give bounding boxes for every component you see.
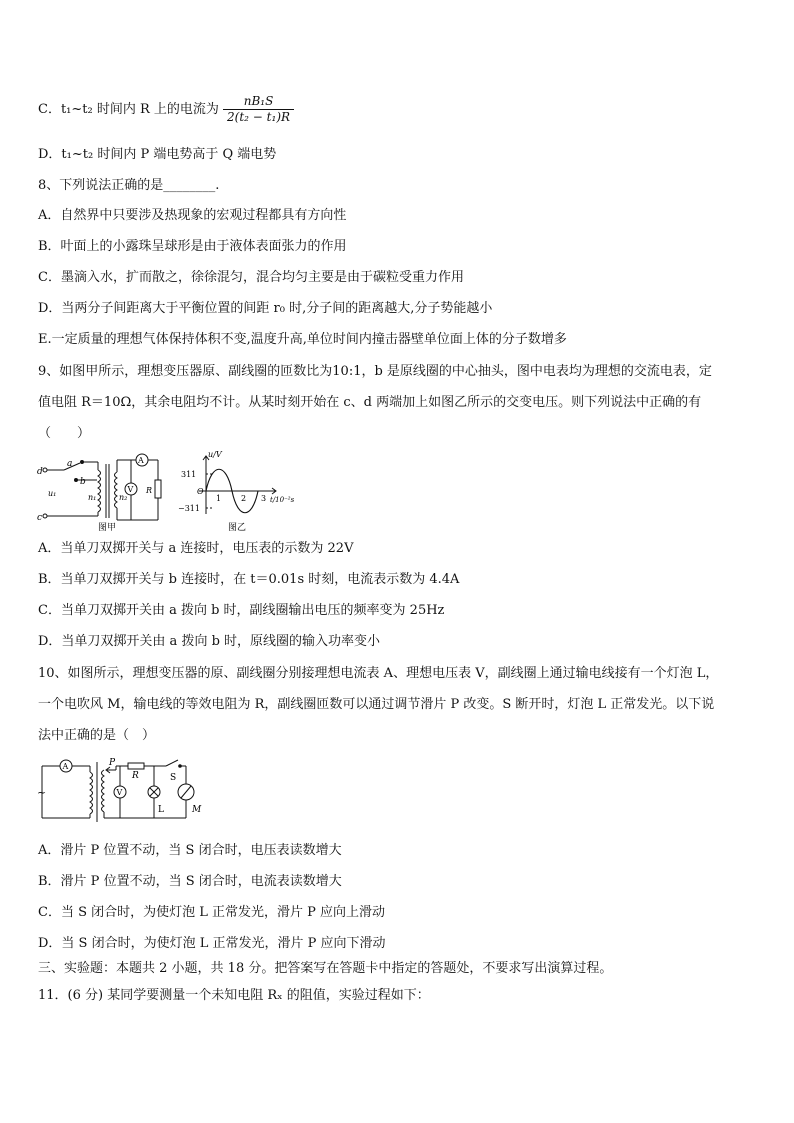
motor-label: M: [192, 805, 202, 815]
label-d: d: [37, 467, 43, 477]
q8-option-c: C．墨滴入水，扩而散之，徐徐混匀，混合均匀主要是由于碳粒受重力作用: [38, 270, 464, 285]
q9-stem-line2: 值电阻 R＝10Ω，其余电阻均不计。从某时刻开始在 c、d 两端加上如图乙所示的交变电压。则下列说法中正确的有: [38, 395, 702, 410]
q7-option-c-text: C．t₁~t₂ 时间内 R 上的电流为: [38, 102, 219, 117]
axis-t-label: t/10⁻²s: [270, 496, 295, 504]
q10-option-c: C．当 S 闭合时，为使灯泡 L 正常发光，滑片 P 应向上滑动: [38, 905, 386, 920]
caption-jia: 图甲: [98, 523, 117, 533]
q8-stem: 8、下列说法正确的是________.: [38, 178, 220, 193]
label-n2: n₂: [119, 493, 128, 502]
resistor-label: R: [132, 771, 139, 781]
q8-option-a: A．自然界中只要涉及热现象的宏观过程都具有方向性: [38, 208, 347, 223]
section-3-heading: 三、实验题：本题共 2 小题，共 18 分。把答案写在答题卡中指定的答题处，不要求写出演算过程。: [38, 961, 613, 976]
fraction-denominator: 2(t₂ − t₁)R: [223, 109, 294, 125]
t-tick-3: 3: [261, 494, 267, 503]
q9-option-d: D．当单刀双掷开关由 a 拨向 b 时，原线圈的输入功率变小: [38, 634, 381, 649]
label-c: c: [37, 513, 43, 523]
label-n1: n₁: [88, 493, 97, 502]
q9-stem-line3: （ ）: [38, 426, 91, 441]
q7-option-c: [38, 94, 760, 125]
q10-figure: [36, 756, 206, 826]
q10-option-d: D．当 S 闭合时，为使灯泡 L 正常发光，滑片 P 应向下滑动: [38, 936, 386, 951]
q9-figure: [36, 448, 316, 534]
label-u1: u₁: [48, 489, 57, 498]
q8-option-b: B．叶面上的小露珠呈球形是由于液体表面张力的作用: [38, 239, 347, 254]
voltmeter-label: V: [116, 788, 123, 797]
y-tick-neg311: −311: [178, 504, 200, 513]
label-b: b: [80, 477, 86, 487]
axis-u-label: u/V: [208, 450, 222, 459]
q10-stem-line2: 一个电吹风 M，输电线的等效电阻为 R，副线圈匝数可以通过调节滑片 P 改变。S 断开时，灯泡 L 正常发光。以下说: [38, 697, 715, 712]
t-tick-1: 1: [216, 494, 222, 503]
ammeter-label: A: [138, 456, 144, 465]
t-tick-2: 2: [241, 494, 247, 503]
q7-option-d: D．t₁~t₂ 时间内 P 端电势高于 Q 端电势: [38, 147, 277, 162]
q11-stem: 11．(6 分) 某同学要测量一个未知电阻 Rₓ 的阻值，实验过程如下：: [38, 988, 430, 1003]
q9-option-c: C．当单刀双掷开关由 a 拨向 b 时，副线圈输出电压的频率变为 25Hz: [38, 603, 445, 618]
voltmeter-label: V: [127, 485, 134, 494]
slider-p-label: P: [109, 758, 116, 768]
q7-option-c-fraction: [223, 94, 294, 125]
ammeter-label: A: [62, 762, 69, 771]
lamp-label: L: [158, 805, 164, 815]
q8-option-e: E.一定质量的理想气体保持体积不变,温度升高,单位时间内撞击器壁单位面上体的分子数增多: [38, 332, 567, 347]
caption-yi: 图乙: [228, 523, 247, 533]
label-r: R: [146, 486, 153, 495]
q10-stem-line1: 10、如图所示，理想变压器的原、副线圈分别接理想电流表 A、理想电压表 V，副线圈上通过输电线接有一个灯泡 L，: [38, 666, 719, 681]
q10-stem-line3: 法中正确的是（ ）: [38, 728, 156, 743]
q10-option-a: A．滑片 P 位置不动，当 S 闭合时，电压表读数增大: [38, 843, 342, 858]
y-tick-311: 311: [181, 470, 197, 479]
label-a: a: [67, 459, 73, 469]
origin-label: O: [197, 487, 204, 496]
q9-option-a: A．当单刀双掷开关与 a 连接时，电压表的示数为 22V: [38, 541, 354, 556]
fraction-numerator: nB₁S: [243, 94, 274, 108]
ac-source-icon: ~: [37, 786, 47, 799]
q9-stem-line1: 9、如图甲所示，理想变压器原、副线圈的匝数比为10:1，b 是原线圈的中心抽头，图中电表均为理想的交流电表，定: [38, 364, 712, 379]
switch-label: S: [170, 773, 177, 783]
q8-option-d: D．当两分子间距离大于平衡位置的间距 r₀ 时,分子间的距离越大,分子势能越小: [38, 301, 493, 316]
q10-option-b: B．滑片 P 位置不动，当 S 闭合时，电流表读数增大: [38, 874, 342, 889]
q9-option-b: B．当单刀双掷开关与 b 连接时，在 t＝0.01s 时刻，电流表示数为 4.4A: [38, 572, 460, 587]
